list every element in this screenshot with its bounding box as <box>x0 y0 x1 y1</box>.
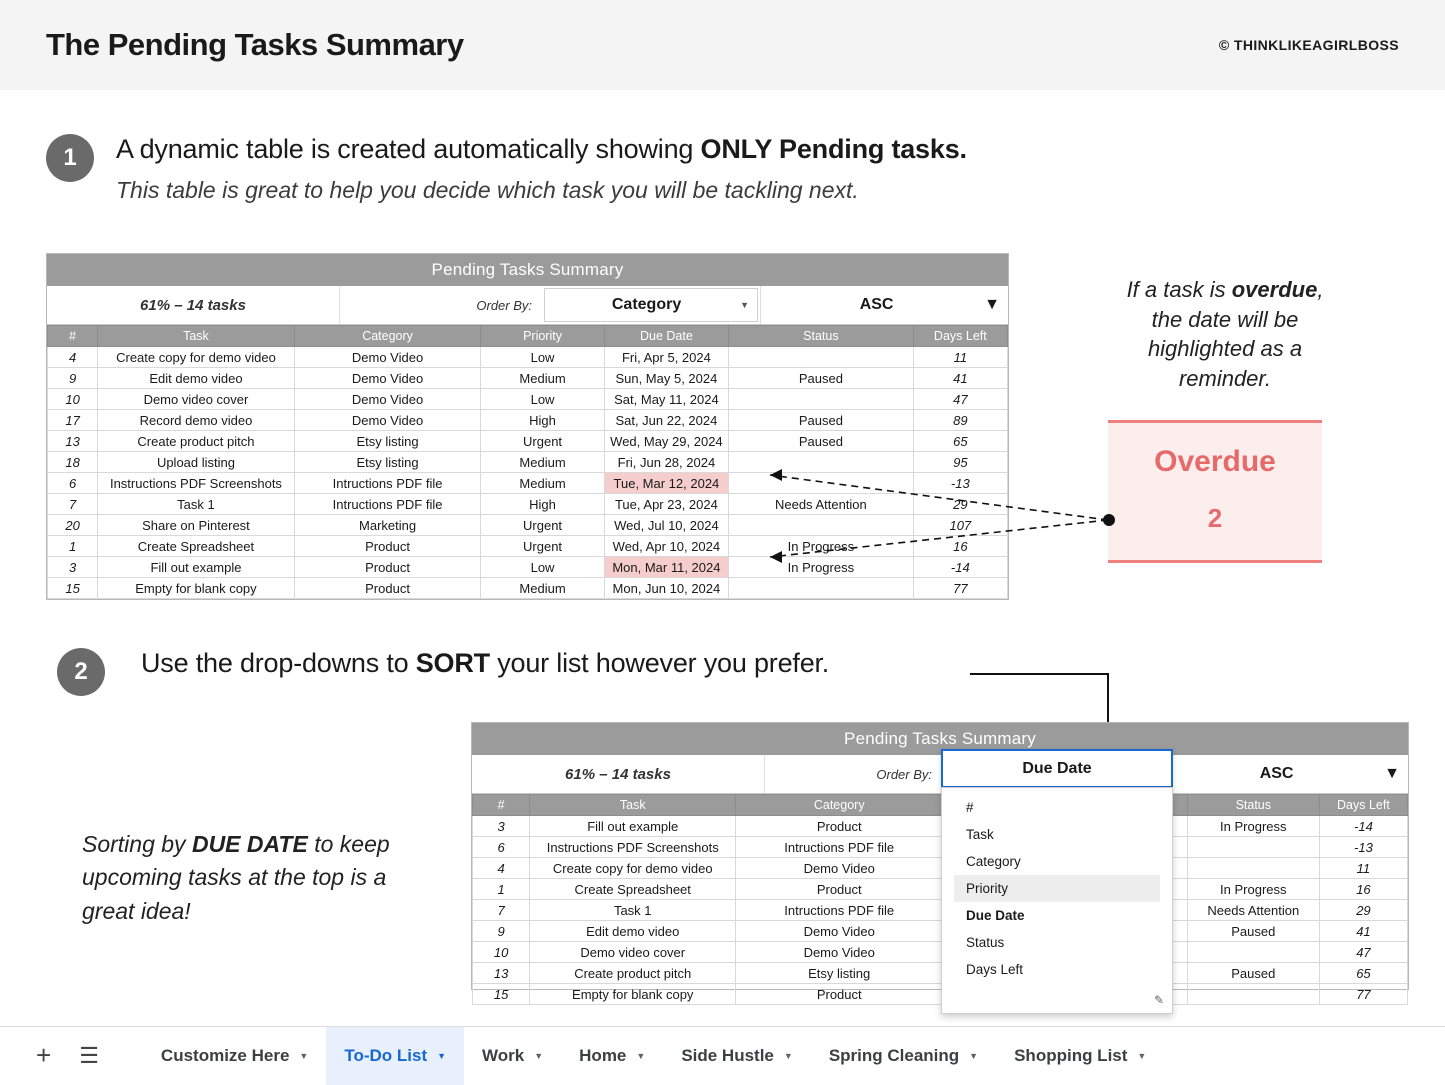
column-header-task[interactable]: Task <box>530 795 736 816</box>
sort-note-pre: Sorting by <box>82 831 192 857</box>
cell-days[interactable]: 29 <box>1319 900 1407 921</box>
sheet-2-grid <box>472 794 1408 1005</box>
cell-num[interactable]: 10 <box>48 389 98 410</box>
cell-num[interactable]: 9 <box>473 921 530 942</box>
cell-task[interactable]: Instructions PDF Screenshots <box>530 837 736 858</box>
cell-due[interactable]: Tue, Apr 23, 2024 <box>604 494 728 515</box>
cell-task[interactable]: Create Spreadsheet <box>530 879 736 900</box>
column-header-status[interactable]: Status <box>1187 795 1319 816</box>
cell-task[interactable]: Create product pitch <box>530 963 736 984</box>
step-2-title-plain: Use the drop-downs to <box>141 648 416 678</box>
cell-due[interactable]: Sat, May 11, 2024 <box>604 389 728 410</box>
sheet-2-title: Pending Tasks Summary <box>472 723 1408 755</box>
cell-status[interactable] <box>1187 837 1319 858</box>
sheet-1-order-by-label: Order By: <box>476 297 532 313</box>
cell-due[interactable]: Tue, Mar 12, 2024 <box>604 473 728 494</box>
cell-category[interactable]: Demo Video <box>294 347 481 368</box>
sheet-2-progress: 61% – 14 tasks <box>472 755 765 793</box>
step-1-title-plain: A dynamic table is created automatically showing <box>116 134 701 164</box>
cell-task[interactable]: Empty for blank copy <box>98 578 295 599</box>
table-row[interactable] <box>473 942 1408 963</box>
table-row[interactable] <box>473 879 1408 900</box>
cell-days[interactable]: 16 <box>1319 879 1407 900</box>
step-1 <box>46 134 1445 204</box>
sort-field-dropdown[interactable] <box>544 288 758 322</box>
cell-num[interactable]: 7 <box>48 494 98 515</box>
cell-status[interactable]: Needs Attention <box>1187 900 1319 921</box>
overdue-note-text <box>1060 275 1390 394</box>
cell-num[interactable]: 17 <box>48 410 98 431</box>
table-row[interactable] <box>473 837 1408 858</box>
cell-task[interactable]: Task 1 <box>98 494 295 515</box>
cell-category[interactable]: Demo Video <box>294 389 481 410</box>
cell-priority[interactable]: Low <box>481 389 604 410</box>
cell-status[interactable]: In Progress <box>1187 879 1319 900</box>
chevron-down-icon[interactable]: ▼ <box>1137 1050 1147 1061</box>
cell-days[interactable]: 47 <box>913 389 1007 410</box>
cell-status[interactable] <box>1187 984 1319 1005</box>
cell-task[interactable]: Create copy for demo video <box>530 858 736 879</box>
cell-days[interactable]: 11 <box>1319 858 1407 879</box>
cell-priority[interactable]: Medium <box>481 452 604 473</box>
table-row[interactable] <box>48 368 1008 389</box>
chevron-down-icon[interactable]: ▼ <box>437 1050 447 1061</box>
page-title: The Pending Tasks Summary <box>46 27 464 62</box>
cell-status[interactable] <box>1187 942 1319 963</box>
table-row[interactable] <box>473 921 1408 942</box>
cell-task[interactable]: Share on Pinterest <box>98 515 295 536</box>
cell-status[interactable]: Paused <box>729 368 914 389</box>
cell-category[interactable]: Intructions PDF file <box>736 900 943 921</box>
step-2-title-tail: your list however you prefer. <box>489 648 830 678</box>
overdue-line4: reminder. <box>1178 366 1272 392</box>
sheet-tab-home[interactable] <box>561 1027 663 1085</box>
cell-priority[interactable]: Low <box>481 557 604 578</box>
sheet-tab-bar <box>0 1026 1445 1084</box>
overdue-badge-box <box>1108 420 1322 563</box>
sort-field-dropdown-open[interactable] <box>941 749 1173 788</box>
dropdown-option--[interactable]: # <box>966 800 974 815</box>
overdue-badge-label: Overdue <box>1154 444 1276 478</box>
sort-note-bold: DUE DATE <box>191 831 308 857</box>
cell-due[interactable]: Mon, Mar 11, 2024 <box>604 557 728 578</box>
cell-due[interactable]: Wed, May 29, 2024 <box>604 431 728 452</box>
table-row[interactable] <box>473 816 1408 837</box>
column-header-task[interactable]: Task <box>98 326 295 347</box>
sheet-tab-label: Shopping List <box>1014 1045 1128 1065</box>
cell-category[interactable]: Product <box>294 557 481 578</box>
step-2-title-bold: SORT <box>415 648 490 678</box>
cell-task[interactable]: Upload listing <box>98 452 295 473</box>
cell-due[interactable]: Wed, Apr 10, 2024 <box>604 536 728 557</box>
dropdown-option-status[interactable]: Status <box>966 935 1005 950</box>
cell-category[interactable]: Marketing <box>294 515 481 536</box>
cell-num[interactable]: 6 <box>473 837 530 858</box>
cell-num[interactable]: 1 <box>48 536 98 557</box>
overdue-line1-pre: If a task is <box>1126 277 1232 302</box>
sort-direction-dropdown-2[interactable] <box>1160 755 1408 793</box>
cell-task[interactable]: Create Spreadsheet <box>98 536 295 557</box>
cell-category[interactable]: Etsy listing <box>294 431 481 452</box>
dropdown-option-category[interactable]: Category <box>966 854 1021 869</box>
step-2 <box>57 648 829 696</box>
column-header-category[interactable]: Category <box>294 326 481 347</box>
sheet-tab-label: Customize Here <box>160 1045 290 1065</box>
cell-task[interactable]: Record demo video <box>98 410 295 431</box>
sheet-tab-shopping-list[interactable] <box>996 1027 1164 1085</box>
cell-task[interactable]: Edit demo video <box>530 921 736 942</box>
cell-category[interactable]: Etsy listing <box>736 963 943 984</box>
cell-category[interactable]: Demo Video <box>294 410 481 431</box>
column-header-days-left[interactable]: Days Left <box>1319 795 1407 816</box>
cell-num[interactable]: 9 <box>48 368 98 389</box>
chevron-down-icon: ▼ <box>984 296 1000 313</box>
sort-direction-value: ASC <box>859 296 894 313</box>
cell-category[interactable]: Demo Video <box>294 368 481 389</box>
cell-task[interactable]: Create copy for demo video <box>98 347 295 368</box>
cell-num[interactable]: 15 <box>48 578 98 599</box>
table-header-row <box>48 326 1008 347</box>
sheet-tab-customize-here[interactable] <box>143 1027 326 1085</box>
cell-days[interactable]: 65 <box>1319 963 1407 984</box>
cell-due[interactable]: Sun, May 5, 2024 <box>604 368 728 389</box>
cell-due[interactable]: Sat, Jun 22, 2024 <box>604 410 728 431</box>
table-row[interactable] <box>473 858 1408 879</box>
cell-task[interactable]: Edit demo video <box>98 368 295 389</box>
cell-days[interactable]: 11 <box>913 347 1007 368</box>
chevron-down-icon[interactable]: ▼ <box>969 1050 979 1061</box>
cell-num[interactable]: 6 <box>48 473 98 494</box>
cell-num[interactable]: 13 <box>48 431 98 452</box>
table-row[interactable] <box>48 389 1008 410</box>
all-sheets-menu-button[interactable]: ☰ <box>79 1042 99 1068</box>
cell-priority[interactable]: Medium <box>481 473 604 494</box>
cell-category[interactable]: Intructions PDF file <box>294 473 481 494</box>
cell-num[interactable]: 7 <box>473 900 530 921</box>
sort-direction-dropdown[interactable] <box>760 286 1008 324</box>
overdue-line1-post: , <box>1317 277 1324 302</box>
overdue-leader-lines <box>700 455 1120 575</box>
cell-category[interactable]: Product <box>736 879 943 900</box>
sheet-tab-label: Home <box>579 1045 627 1065</box>
cell-category[interactable]: Product <box>294 578 481 599</box>
cell-category[interactable]: Etsy listing <box>294 452 481 473</box>
chevron-down-icon[interactable]: ▼ <box>299 1050 309 1061</box>
table-row[interactable] <box>48 347 1008 368</box>
cell-category[interactable]: Intructions PDF file <box>294 494 481 515</box>
sheet-tab-label: Work <box>482 1045 525 1065</box>
column-header-category[interactable]: Category <box>736 795 943 816</box>
cell-days[interactable]: -13 <box>1319 837 1407 858</box>
table-row[interactable] <box>48 410 1008 431</box>
sheet-tab-to-do-list[interactable] <box>326 1027 464 1085</box>
cell-due[interactable]: Fri, Apr 5, 2024 <box>604 347 728 368</box>
cell-status[interactable] <box>729 347 914 368</box>
sort-note <box>82 828 422 928</box>
add-sheet-button[interactable]: + <box>36 1040 52 1070</box>
cell-priority[interactable]: Urgent <box>481 515 604 536</box>
cell-status[interactable] <box>729 389 914 410</box>
column-header-due-date[interactable]: Due Date <box>604 326 728 347</box>
cell-days[interactable]: 47 <box>1319 942 1407 963</box>
table-row[interactable] <box>473 900 1408 921</box>
sheet-tab-side-hustle[interactable] <box>663 1027 811 1085</box>
overdue-line2: the date will be <box>1151 306 1299 332</box>
cell-priority[interactable]: Low <box>481 347 604 368</box>
sheet-1-controls <box>47 286 1008 325</box>
cell-days[interactable]: 95 <box>913 452 1007 473</box>
cell-status[interactable] <box>1187 858 1319 879</box>
cell-status[interactable]: In Progress <box>1187 816 1319 837</box>
sort-field-value: Category <box>611 296 682 313</box>
cell-days[interactable]: 77 <box>913 578 1007 599</box>
step-2-badge: 2 <box>57 648 105 696</box>
cell-num[interactable]: 20 <box>48 515 98 536</box>
resize-handle-icon[interactable]: ✎ <box>1153 993 1164 1007</box>
cell-days[interactable]: -14 <box>913 557 1007 578</box>
sheet-tab-work[interactable] <box>464 1027 561 1085</box>
step-1-badge: 1 <box>46 134 94 182</box>
page-header <box>0 0 1445 90</box>
cell-task[interactable]: Create product pitch <box>98 431 295 452</box>
overdue-line3: highlighted as a <box>1147 336 1303 362</box>
cell-status[interactable]: Paused <box>1187 921 1319 942</box>
cell-num[interactable]: 4 <box>473 858 530 879</box>
chevron-down-icon[interactable]: ▼ <box>636 1050 646 1061</box>
sheet-tab-label: Spring Cleaning <box>828 1045 960 1065</box>
chevron-down-icon[interactable]: ▼ <box>783 1050 793 1061</box>
step-1-title-bold: ONLY Pending tasks. <box>700 134 967 164</box>
cell-num[interactable]: 15 <box>473 984 530 1005</box>
cell-num[interactable]: 3 <box>48 557 98 578</box>
cell-days[interactable]: 41 <box>1319 921 1407 942</box>
cell-due[interactable]: Fri, Jun 28, 2024 <box>604 452 728 473</box>
cell-status[interactable]: Paused <box>729 431 914 452</box>
chevron-down-icon: ▼ <box>740 300 749 310</box>
table-row[interactable] <box>473 984 1408 1005</box>
dropdown-option-priority[interactable]: Priority <box>954 875 1160 902</box>
column-header--[interactable]: # <box>48 326 98 347</box>
sort-field-value-2: Due Date <box>1022 759 1092 777</box>
cell-num[interactable]: 10 <box>473 942 530 963</box>
dropdown-option-days-left[interactable]: Days Left <box>966 962 1024 977</box>
chevron-down-icon[interactable]: ▼ <box>534 1050 544 1061</box>
cell-num[interactable]: 1 <box>473 879 530 900</box>
cell-num[interactable]: 4 <box>48 347 98 368</box>
cell-category[interactable]: Demo Video <box>736 942 943 963</box>
dropdown-option-due-date[interactable]: Due Date <box>966 908 1025 923</box>
sort-field-option-list[interactable] <box>941 787 1173 1014</box>
cell-status[interactable]: Needs Attention <box>729 494 914 515</box>
sheet-1-progress: 61% – 14 tasks <box>47 286 340 324</box>
table-row[interactable] <box>48 431 1008 452</box>
sheet-tab-spring-cleaning[interactable] <box>811 1027 996 1085</box>
cell-category[interactable]: Product <box>736 984 943 1005</box>
cell-task[interactable]: Fill out example <box>530 816 736 837</box>
cell-days[interactable]: 16 <box>913 536 1007 557</box>
column-header-priority[interactable]: Priority <box>481 326 604 347</box>
pending-tasks-sheet-2 <box>471 722 1409 1002</box>
sheet-tab-label: Side Hustle <box>681 1045 774 1065</box>
cell-category[interactable]: Product <box>736 816 943 837</box>
cell-due[interactable]: Wed, Jul 10, 2024 <box>604 515 728 536</box>
cell-task[interactable]: Instructions PDF Screenshots <box>98 473 295 494</box>
table-row[interactable] <box>473 963 1408 984</box>
overdue-line1-bold: overdue <box>1231 277 1318 302</box>
cell-days[interactable]: 89 <box>913 410 1007 431</box>
cell-status[interactable]: In Progress <box>729 536 914 557</box>
cell-task[interactable]: Demo video cover <box>98 389 295 410</box>
chevron-down-icon: ▼ <box>1384 765 1400 782</box>
cell-days[interactable]: 65 <box>913 431 1007 452</box>
cell-days[interactable]: 41 <box>913 368 1007 389</box>
brand-credit: © THINKLIKEAGIRLBOSS <box>1218 37 1399 53</box>
cell-priority[interactable]: High <box>481 410 604 431</box>
sort-note-post: to keep upcoming tasks at the top is a great idea! <box>82 831 390 924</box>
step-1-title <box>116 134 967 165</box>
cell-days[interactable]: 29 <box>913 494 1007 515</box>
overdue-badge-count: 2 <box>1207 502 1223 533</box>
cell-num[interactable]: 13 <box>473 963 530 984</box>
cell-status[interactable] <box>729 578 914 599</box>
column-header--[interactable]: # <box>473 795 530 816</box>
cell-status[interactable]: In Progress <box>729 557 914 578</box>
sheet-1-title: Pending Tasks Summary <box>47 254 1008 286</box>
cell-priority[interactable]: High <box>481 494 604 515</box>
cell-days[interactable]: 107 <box>913 515 1007 536</box>
cell-days[interactable]: -13 <box>913 473 1007 494</box>
sheet-2-order-by-label: Order By: <box>876 766 932 782</box>
cell-priority[interactable]: Medium <box>481 578 604 599</box>
cell-priority[interactable]: Urgent <box>481 431 604 452</box>
column-header-days-left[interactable]: Days Left <box>913 326 1007 347</box>
dropdown-option-task[interactable]: Task <box>966 827 994 842</box>
cell-category[interactable]: Product <box>294 536 481 557</box>
cell-task[interactable]: Demo video cover <box>530 942 736 963</box>
cell-days[interactable]: 77 <box>1319 984 1407 1005</box>
table-row[interactable] <box>48 578 1008 599</box>
sheet-tab-label: To-Do List <box>344 1045 428 1065</box>
table-header-row <box>473 795 1408 816</box>
sort-direction-value-2: ASC <box>1259 765 1294 782</box>
cell-category[interactable]: Intructions PDF file <box>736 837 943 858</box>
cell-due[interactable]: Mon, Jun 10, 2024 <box>604 578 728 599</box>
cell-days[interactable]: -14 <box>1319 816 1407 837</box>
column-header-status[interactable]: Status <box>729 326 914 347</box>
cell-status[interactable]: Paused <box>729 410 914 431</box>
cell-priority[interactable]: Urgent <box>481 536 604 557</box>
sheet-2-controls <box>472 755 1408 794</box>
cell-num[interactable]: 18 <box>48 452 98 473</box>
cell-priority[interactable]: Medium <box>481 368 604 389</box>
cell-task[interactable]: Fill out example <box>98 557 295 578</box>
step-2-title <box>141 648 829 679</box>
cell-task[interactable]: Task 1 <box>530 900 736 921</box>
cell-task[interactable]: Empty for blank copy <box>530 984 736 1005</box>
cell-category[interactable]: Demo Video <box>736 921 943 942</box>
cell-num[interactable]: 3 <box>473 816 530 837</box>
cell-category[interactable]: Demo Video <box>736 858 943 879</box>
step-1-subtitle: This table is great to help you decide which task you will be tackling next. <box>116 177 859 204</box>
cell-status[interactable]: Paused <box>1187 963 1319 984</box>
